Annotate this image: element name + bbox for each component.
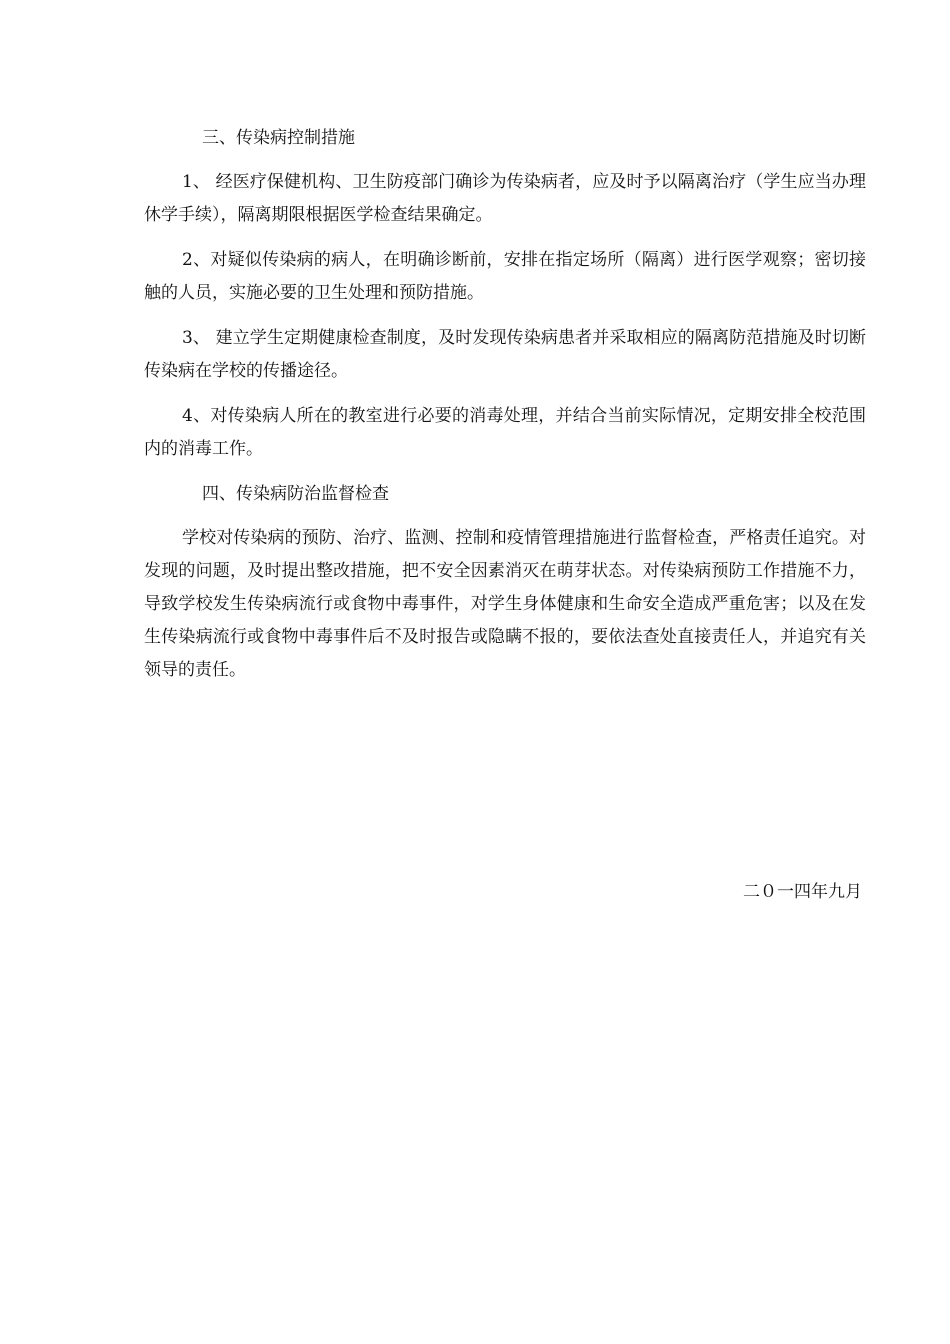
section-heading-supervision: 四、传染病防治监督检查 — [202, 484, 389, 504]
control-measure-item-3: 3、 建立学生定期健康检查制度，及时发现传染病患者并采取相应的隔离防范措施及时切断传染病在学校的传播途径。 — [144, 328, 866, 381]
supervision-paragraph: 学校对传染病的预防、治疗、监测、控制和疫情管理措施进行监督检查，严格责任追究。对发现的问题，及时提出整改措施，把不安全因素消灭在萌芽状态。对传染病预防工作措施不力，导致学校发生传染病流行或食物中毒事件，对学生身体健康和生命安全造成严重危害；以及在发生传染病流行或食物中毒事件后不及时报告或隐瞒不报的，要依法查处直接责任人，并追究有关领导的责任。 — [144, 528, 866, 680]
control-measure-item-4: 4、对传染病人所在的教室进行必要的消毒处理，并结合当前实际情况，定期安排全校范围内的消毒工作。 — [144, 406, 866, 459]
document-date: 二０一四年九月 — [743, 882, 862, 902]
document-body — [144, 122, 866, 699]
section-heading-control-measures: 三、传染病控制措施 — [202, 128, 355, 148]
control-measure-item-2: 2、对疑似传染病的病人，在明确诊断前，安排在指定场所（隔离）进行医学观察；密切接触的人员，实施必要的卫生处理和预防措施。 — [144, 250, 866, 303]
control-measure-item-1: 1、 经医疗保健机构、卫生防疫部门确诊为传染病者，应及时予以隔离治疗（学生应当办理休学手续），隔离期限根据医学检查结果确定。 — [144, 172, 866, 225]
